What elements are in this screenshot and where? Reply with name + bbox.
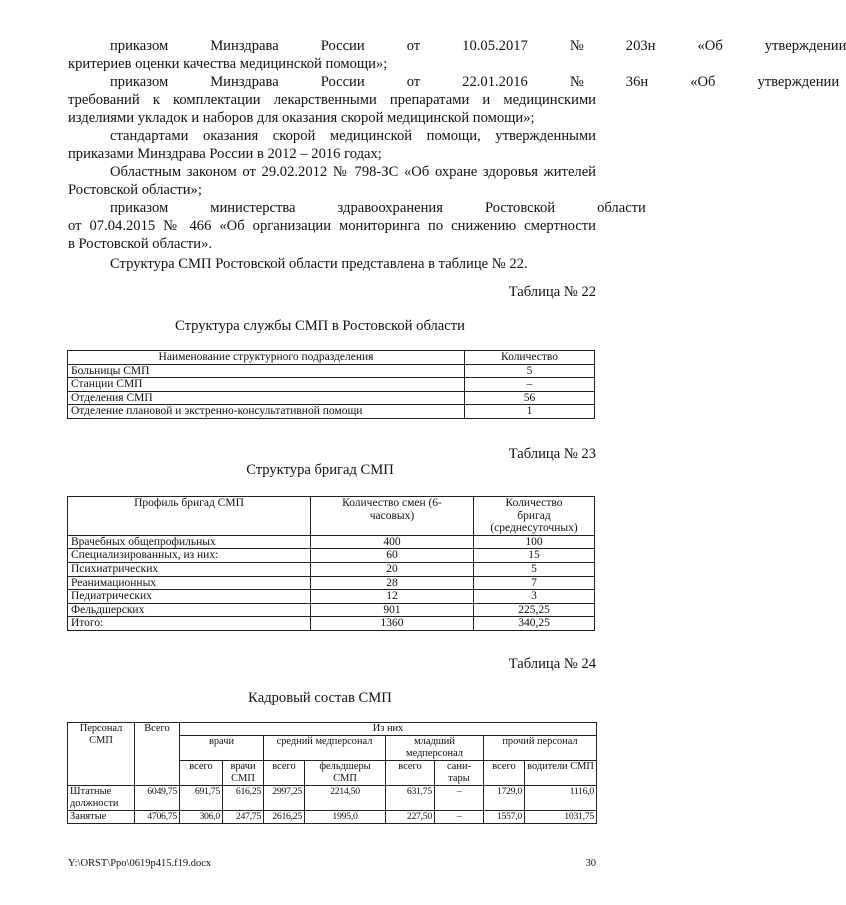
table-header-cell: всего	[484, 761, 525, 786]
table-header-cell: Профиль бригад СМП	[68, 497, 311, 536]
table-header-cell: врачи	[180, 736, 264, 761]
table-cell: Станции СМП	[68, 378, 465, 392]
table-cell: Психиатрических	[68, 562, 311, 576]
para-2-line-3: изделиями укладок и наборов для оказания скорой медицинской помощи»;	[68, 110, 535, 126]
table-header-cell: всего	[386, 761, 435, 786]
table-cell: 4706,75	[135, 811, 180, 824]
table-23-caption: Таблица № 23	[508, 446, 596, 462]
table-cell: 616,25	[223, 786, 264, 811]
table-24	[67, 722, 597, 824]
table-cell: 20	[311, 562, 474, 576]
table-header-cell: прочий персонал	[484, 736, 597, 761]
table-22	[67, 350, 595, 419]
table-cell: 2214,50	[305, 786, 386, 811]
table-header-cell: средний медперсонал	[264, 736, 386, 761]
table-cell: 2616,25	[264, 811, 305, 824]
table-cell: 5	[474, 562, 595, 576]
table-header-cell: фельдшеры СМП	[305, 761, 386, 786]
table-cell: –	[435, 786, 484, 811]
table-cell: 2997,25	[264, 786, 305, 811]
footer-file-path: Y:\ORST\Ppo\0619p415.f19.docx	[68, 858, 212, 869]
table-row	[68, 576, 595, 590]
table-row	[68, 391, 595, 405]
table-row	[68, 364, 595, 378]
table-cell: 60	[311, 549, 474, 563]
table-cell: Педиатрических	[68, 590, 311, 604]
table-cell: 901	[311, 603, 474, 617]
table-cell: 1360	[311, 617, 474, 631]
table-cell: 306,0	[180, 811, 223, 824]
table-row	[68, 549, 595, 563]
table-cell: 7	[474, 576, 595, 590]
table-row	[68, 603, 595, 617]
table-header-cell: водители СМП	[525, 761, 597, 786]
table-cell: 5	[465, 364, 595, 378]
table-row	[68, 378, 595, 392]
para-4-line-1: Областным законом от 29.02.2012 № 798-ЗС «Об охране здоровья жителей	[110, 164, 596, 180]
table-row	[68, 786, 597, 811]
para-1-line-2: критериев оценки качества медицинской помощи»;	[68, 56, 388, 72]
para-5-line-1: приказом министерства здравоохранения Ростовской области	[110, 200, 646, 216]
table-row	[68, 535, 595, 549]
table-cell: 3	[474, 590, 595, 604]
table-cell: 1729,0	[484, 786, 525, 811]
table-row	[68, 811, 597, 824]
para-6: Структура СМП Ростовской области представлена в таблице № 22.	[110, 256, 528, 272]
table-header-row	[68, 497, 595, 536]
table-header-cell: Количество бригад (среднесуточных)	[474, 497, 595, 536]
table-cell: 227,50	[386, 811, 435, 824]
table-23	[67, 496, 595, 631]
table-cell: 225,25	[474, 603, 595, 617]
table-cell: 400	[311, 535, 474, 549]
table-cell: Занятые	[68, 811, 135, 824]
table-cell: 691,75	[180, 786, 223, 811]
para-2-line-1: приказом Минздрава России от 22.01.2016 № 36н «Об утверждении	[110, 74, 840, 90]
table-cell: 28	[311, 576, 474, 590]
table-header-cell: всего	[180, 761, 223, 786]
table-cell: Специализированных, из них:	[68, 549, 311, 563]
table-row	[68, 617, 595, 631]
table-row	[68, 405, 595, 419]
table-cell: Штатные должности	[68, 786, 135, 811]
table-23-title: Структура бригад СМП	[246, 462, 394, 478]
table-cell: 1557,0	[484, 811, 525, 824]
table-header-cell: Наименование структурного подразделения	[68, 351, 465, 365]
table-cell: 15	[474, 549, 595, 563]
para-3-line-2: приказами Минздрава России в 2012 – 2016 годах;	[68, 146, 382, 162]
table-header-row	[68, 351, 595, 365]
table-header-cell: младший медперсонал	[386, 736, 484, 761]
table-cell: 100	[474, 535, 595, 549]
table-cell: 1	[465, 405, 595, 419]
table-header-row	[68, 723, 597, 736]
table-cell: Врачебных общепрофильных	[68, 535, 311, 549]
para-2-line-2: требований к комплектации лекарственными препаратами и медицинскими	[68, 92, 596, 108]
table-header-cell: Количество смен (6-часовых)	[311, 497, 474, 536]
para-5-line-2: от 07.04.2015 № 466 «Об организации мониторинга по снижению смертности	[68, 218, 596, 234]
table-22-caption: Таблица № 22	[508, 284, 596, 300]
table-row	[68, 590, 595, 604]
table-cell: 6049,75	[135, 786, 180, 811]
table-cell: Фельдшерских	[68, 603, 311, 617]
table-cell: 1116,0	[525, 786, 597, 811]
table-cell: 56	[465, 391, 595, 405]
table-24-title: Кадровый состав СМП	[248, 690, 392, 706]
table-cell: Больницы СМП	[68, 364, 465, 378]
table-cell: Итого:	[68, 617, 311, 631]
para-4-line-2: Ростовской области»;	[68, 182, 202, 198]
table-24-caption: Таблица № 24	[508, 656, 596, 672]
para-1-line-1: приказом Минздрава России от 10.05.2017 № 203н «Об утверждении	[110, 38, 846, 54]
table-header-cell: врачи СМП	[223, 761, 264, 786]
table-cell: –	[435, 811, 484, 824]
table-cell: 631,75	[386, 786, 435, 811]
table-cell: 340,25	[474, 617, 595, 631]
para-3-line-1: стандартами оказания скорой медицинской помощи, утвержденными	[110, 128, 596, 144]
table-cell: 247,75	[223, 811, 264, 824]
table-cell: Отделение плановой и экстренно-консультативной помощи	[68, 405, 465, 419]
table-22-title: Структура службы СМП в Ростовской области	[175, 318, 465, 334]
table-header-cell: Из них	[180, 723, 597, 736]
table-cell: –	[465, 378, 595, 392]
table-cell: 1995,0	[305, 811, 386, 824]
table-header-cell: всего	[264, 761, 305, 786]
table-header-cell: сани-тары	[435, 761, 484, 786]
table-cell: Реанимационных	[68, 576, 311, 590]
footer-page-number: 30	[585, 858, 596, 869]
table-cell: Отделения СМП	[68, 391, 465, 405]
para-5-line-3: в Ростовской области».	[68, 236, 213, 252]
table-header-cell: Персонал СМП	[68, 723, 135, 786]
table-header-cell: Всего	[135, 723, 180, 786]
table-row	[68, 562, 595, 576]
table-header-cell: Количество	[465, 351, 595, 365]
table-cell: 12	[311, 590, 474, 604]
table-cell: 1031,75	[525, 811, 597, 824]
